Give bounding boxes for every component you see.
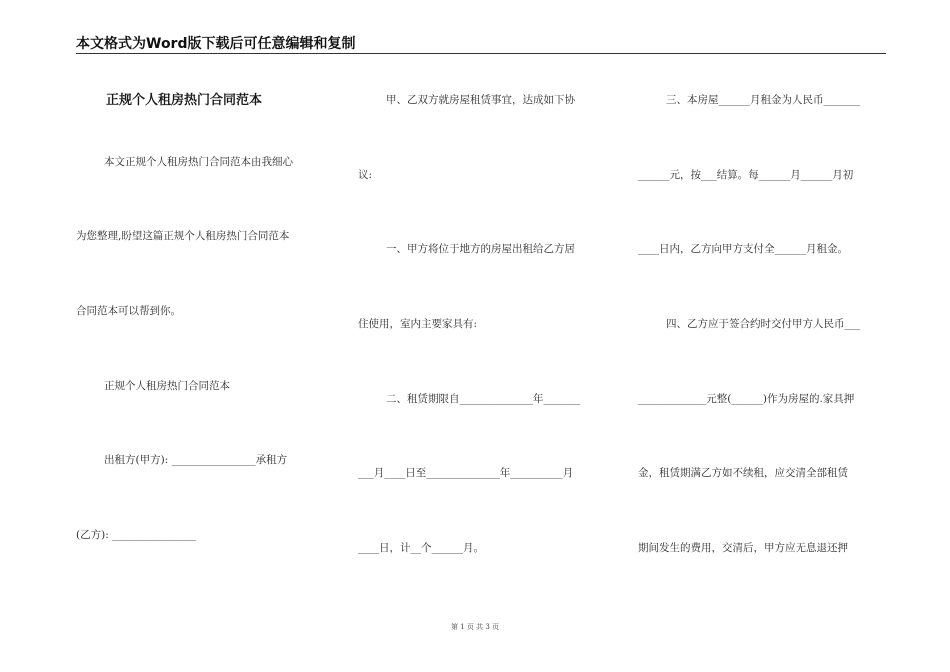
col2-line-4: 住使用，室内主要家具有: — [358, 318, 478, 330]
col2-line-1: 甲、乙双方就房屋租赁事宜，达成如下协 — [386, 94, 575, 106]
col2-line-6: ___月____日至______________年__________月 — [358, 467, 574, 479]
col3-line-6: 金，租赁期满乙方如不续租，应交清全部租赁 — [638, 467, 848, 479]
col2-line-3: 一、甲方将位于地方的房屋出租给乙方居 — [386, 243, 575, 255]
col2-line-7: ____日，计__个______月。 — [358, 542, 484, 554]
page-number: 第 1 页 共 3 页 — [450, 623, 500, 631]
col1-line-5: 出租方(甲方): ________________承租方 — [104, 454, 288, 466]
col3-line-1: 三、本房屋______月租金为人民币_______ — [666, 94, 861, 106]
col3-line-4: 四、乙方应于签合约时交付甲方人民币___ — [666, 318, 861, 330]
col2-line-5: 二、租赁期限自______________年_______ — [386, 393, 581, 405]
col3-line-3: ____日内，乙方向甲方支付全______月租金。 — [638, 243, 848, 255]
col3-line-7: 期间发生的费用，交清后，甲方应无息退还押 — [638, 542, 848, 554]
col3-line-5: _____________元整(______)作为房屋的.家具押 — [638, 393, 855, 405]
col3-line-2: ______元，按___结算。每______月______月初 — [638, 169, 854, 181]
col1-line-4: 正规个人租房热门合同范本 — [104, 380, 230, 392]
document-header: 本文格式为Word版下载后可任意编辑和复制 — [76, 36, 356, 52]
col1-line-2: 为您整理,盼望这篇正规个人租房热门合同范本 — [76, 230, 290, 242]
col2-line-2: 议: — [358, 169, 373, 181]
header-divider — [76, 53, 886, 54]
document-title: 正规个人租房热门合同范本 — [106, 93, 263, 108]
col1-line-6: (乙方): ________________ — [76, 529, 197, 541]
col1-line-1: 本文正规个人租房热门合同范本由我细心 — [104, 156, 293, 168]
col1-line-3: 合同范本可以帮到你。 — [76, 305, 181, 317]
